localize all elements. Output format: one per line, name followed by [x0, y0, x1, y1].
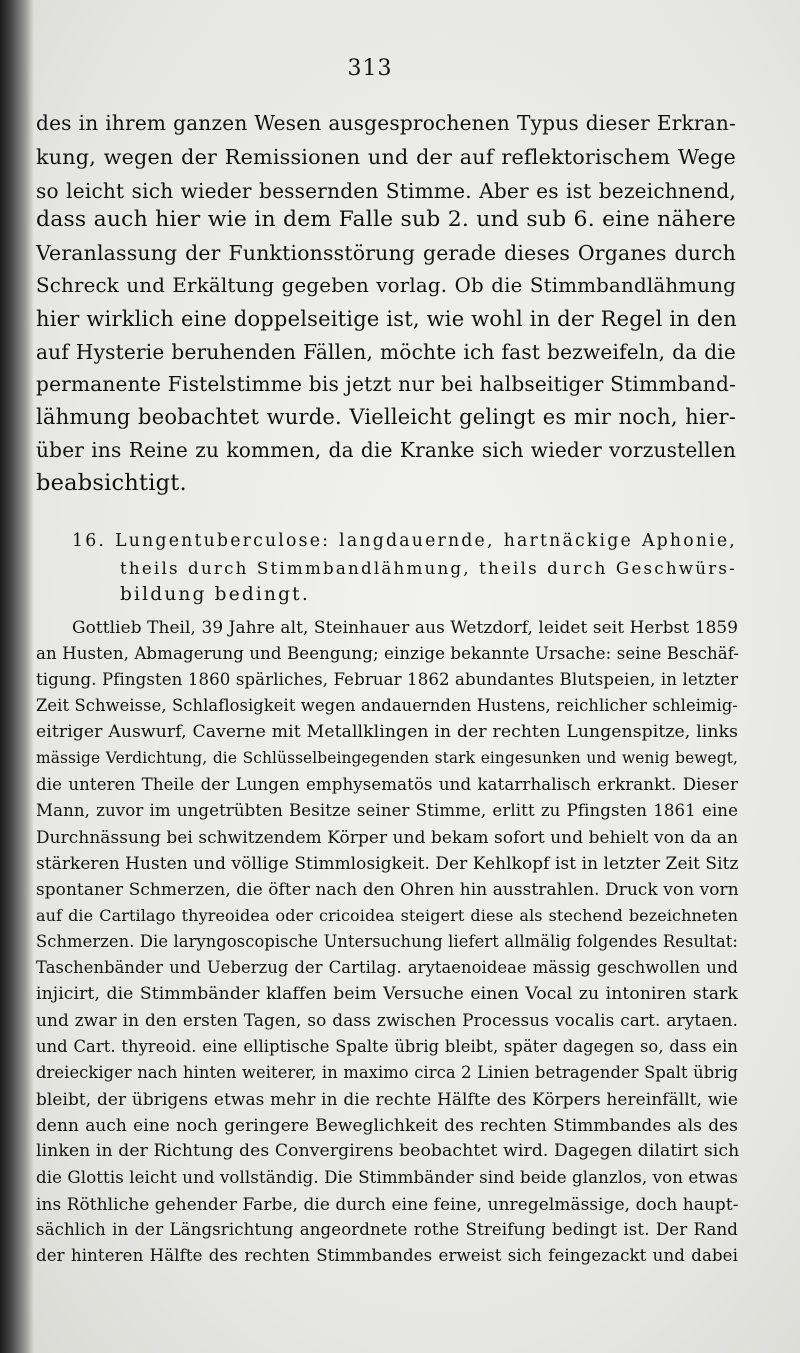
text-line: Taschenbänder und Ueberzug der Cartilag. arytaenoideae mässig geschwollen und: [36, 958, 738, 977]
text-line: dass auch hier wie in dem Falle sub 2. und sub 6. eine nähere: [36, 207, 736, 232]
text-line: Gottlieb Theil, 39 Jahre alt, Steinhauer aus Wetzdorf, leidet seit Herbst 1859: [72, 617, 739, 637]
text-line: so leicht sich wieder bessernden Stimme. Aber es ist bezeichnend,: [36, 179, 736, 203]
text-line: tigung. Pfingsten 1860 spärliches, Februar 1862 abundantes Blutspeien, in letzter: [36, 670, 739, 689]
text-line: Zeit Schweisse, Schlaflosigkeit wegen andauernden Hustens, reichlicher schleimig-: [36, 696, 738, 715]
text-line: injicirt, die Stimmbänder klaffen beim Versuche einen Vocal zu intoniren stark: [36, 984, 738, 1004]
text-line: die Glottis leicht und vollständig. Die Stimmbänder sind beide glanzlos, von etwas: [36, 1168, 738, 1187]
text-line: und zwar in den ersten Tagen, so dass zwischen Processus vocalis cart. arytaen.: [36, 1010, 738, 1030]
text-line: lähmung beobachtet wurde. Vielleicht gelingt es mir noch, hier-: [36, 405, 736, 429]
text-line: dreieckiger nach hinten weiterer, in maximo circa 2 Linien betragender Spalt übrig: [36, 1063, 738, 1082]
text-line: sächlich in der Längsrichtung angeordnete rothe Streifung bedingt ist. Der Rand: [36, 1220, 738, 1239]
text-line: Schmerzen. Die laryngoscopische Untersuchung liefert allmälig folgendes Resultat:: [36, 932, 738, 951]
text-line: Mann, zuvor im ungetrübten Besitze seiner Stimme, erlitt zu Pfingsten 1861 eine: [36, 801, 738, 820]
heading-line: 16. Lungentuberculose: langdauernde, hartnäckige Aphonie,: [72, 531, 737, 551]
text-line: hier wirklich eine doppelseitige ist, wie wohl in der Regel in den: [36, 307, 737, 331]
text-line: ins Röthliche gehender Farbe, die durch eine feine, unregelmässige, doch haupt-: [36, 1194, 739, 1214]
text-line: linken in der Richtung des Convergirens beobachtet wird. Dagegen dilatirt sich: [36, 1141, 740, 1161]
text-line: spontaner Schmerzen, die öfter nach den Ohren hin ausstrahlen. Druck von vorn: [36, 879, 739, 899]
text-line: beabsichtigt.: [36, 470, 187, 496]
text-line: auf die Cartilago thyreoidea oder cricoidea steigert diese als stechend bezeichneten: [36, 906, 738, 925]
text-line: Schreck und Erkältung gegeben vorlag. Ob die Stimmbandlähmung: [36, 274, 736, 297]
text-line: die unteren Theile der Lungen emphysematös und katarrhalisch erkrankt. Dieser: [36, 775, 738, 794]
text-line: stärkeren Husten und völlige Stimmlosigkeit. Der Kehlkopf ist in letzter Zeit Sitz: [36, 853, 739, 873]
book-spine-shadow: [0, 0, 34, 1353]
page-number: 313: [347, 56, 393, 81]
text-line: Durchnässung bei schwitzendem Körper und bekam sofort und behielt von da an: [36, 827, 739, 847]
text-line: auf Hysterie beruhenden Fällen, möchte ich fast bezweifeln, da die: [36, 340, 736, 364]
text-line: permanente Fistelstimme bis jetzt nur bei halbseitiger Stimmband-: [36, 372, 736, 396]
text-line: mässige Verdichtung, die Schlüsselbeingegenden stark eingesunken und wenig bewegt,: [36, 749, 738, 767]
heading-line: theils durch Stimmbandlähmung, theils durch Geschwürs-: [120, 558, 737, 578]
text-line: und Cart. thyreoid. eine elliptische Spalte übrig bleibt, später dagegen so, dass ein: [36, 1037, 738, 1056]
text-line: der hinteren Hälfte des rechten Stimmbandes erweist sich feingezackt und dabei: [36, 1246, 738, 1265]
text-line: denn auch eine noch geringere Beweglichkeit des rechten Stimmbandes als des: [36, 1115, 738, 1135]
text-line: kung, wegen der Remissionen und der auf reflektorischem Wege: [36, 145, 736, 169]
text-line: eitriger Auswurf, Caverne mit Metallklingen in der rechten Lungenspitze, links: [36, 722, 738, 742]
text-line: des in ihrem ganzen Wesen ausgesprochenen Typus dieser Erkran-: [36, 111, 736, 135]
heading-line: bildung bedingt.: [120, 584, 310, 605]
text-line: über ins Reine zu kommen, da die Kranke sich wieder vorzustellen: [36, 438, 736, 462]
text-line: an Husten, Abmagerung und Beengung; einzige bekannte Ursache: seine Beschäf-: [36, 644, 740, 663]
text-line: bleibt, der übrigens etwas mehr in die rechte Hälfte des Körpers hereinfällt, wie: [36, 1089, 738, 1109]
text-line: Veranlassung der Funktionsstörung gerade dieses Organes durch: [36, 241, 736, 265]
